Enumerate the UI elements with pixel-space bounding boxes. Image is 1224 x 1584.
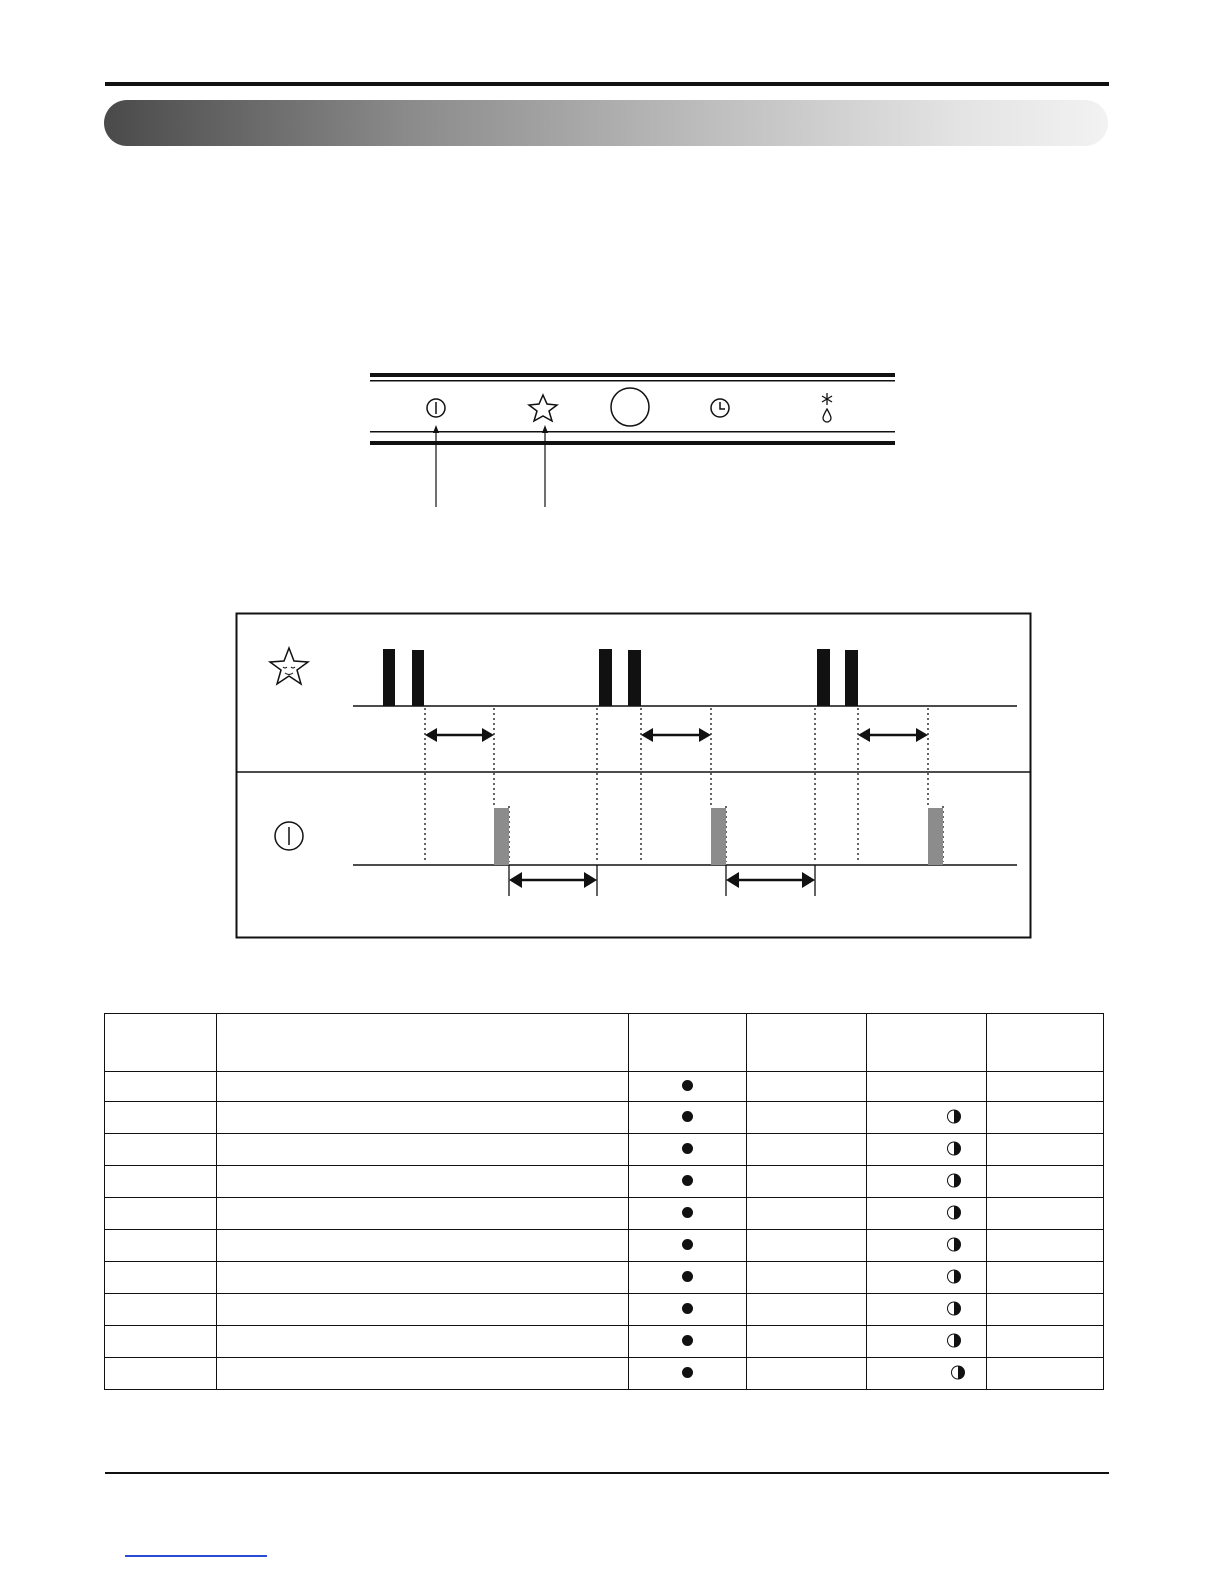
table-cell bbox=[987, 1262, 1104, 1294]
header-cell bbox=[987, 1014, 1104, 1072]
table-cell bbox=[747, 1294, 867, 1326]
led-on-indicator bbox=[682, 1239, 693, 1250]
table-cell bbox=[747, 1072, 867, 1102]
table-cell bbox=[105, 1358, 217, 1390]
header-cell bbox=[629, 1014, 747, 1072]
table-cell bbox=[747, 1358, 867, 1390]
led-blink-indicator bbox=[947, 1173, 961, 1187]
table-cell bbox=[867, 1134, 987, 1166]
table-cell bbox=[987, 1358, 1104, 1390]
led-on-indicator bbox=[682, 1207, 693, 1218]
table-row bbox=[105, 1102, 1104, 1134]
table-cell bbox=[747, 1262, 867, 1294]
pointer-sleep bbox=[542, 425, 548, 507]
led-on-indicator bbox=[682, 1111, 693, 1122]
receiver-circle-icon bbox=[611, 388, 649, 426]
led-on-indicator bbox=[682, 1143, 693, 1154]
table-cell bbox=[747, 1230, 867, 1262]
table-cell bbox=[747, 1166, 867, 1198]
footer-link-underline[interactable] bbox=[125, 1555, 267, 1557]
table-cell bbox=[629, 1102, 747, 1134]
table-cell bbox=[105, 1230, 217, 1262]
table-cell bbox=[629, 1072, 747, 1102]
table-cell bbox=[867, 1262, 987, 1294]
led-blink-indicator bbox=[947, 1205, 961, 1219]
table-row bbox=[105, 1166, 1104, 1198]
table-cell bbox=[217, 1166, 629, 1198]
table-cell bbox=[217, 1358, 629, 1390]
table-cell bbox=[105, 1326, 217, 1358]
table-cell bbox=[629, 1326, 747, 1358]
table-cell bbox=[867, 1230, 987, 1262]
table-cell bbox=[747, 1134, 867, 1166]
table-row bbox=[105, 1326, 1104, 1358]
table-cell bbox=[987, 1072, 1104, 1102]
led-blink-indicator bbox=[947, 1237, 961, 1251]
led-on-indicator bbox=[682, 1367, 693, 1378]
table-cell bbox=[217, 1326, 629, 1358]
table-cell bbox=[217, 1134, 629, 1166]
table-cell bbox=[629, 1358, 747, 1390]
led-blink-indicator bbox=[947, 1333, 961, 1347]
table-row bbox=[105, 1230, 1104, 1262]
table-cell bbox=[217, 1262, 629, 1294]
pointer-power bbox=[433, 425, 439, 507]
table-cell bbox=[217, 1230, 629, 1262]
table-row bbox=[105, 1072, 1104, 1102]
table-cell bbox=[105, 1294, 217, 1326]
table-cell bbox=[867, 1072, 987, 1102]
table-header-row bbox=[105, 1014, 1104, 1072]
control-panel-illustration bbox=[360, 365, 900, 510]
header-cell bbox=[747, 1014, 867, 1072]
table-cell bbox=[987, 1166, 1104, 1198]
sleep-interval-arrows bbox=[425, 728, 928, 742]
table-cell bbox=[867, 1102, 987, 1134]
header-cell bbox=[217, 1014, 629, 1072]
header-cell bbox=[867, 1014, 987, 1072]
table-cell bbox=[217, 1198, 629, 1230]
table-cell bbox=[629, 1230, 747, 1262]
table-cell bbox=[747, 1198, 867, 1230]
table-cell bbox=[629, 1262, 747, 1294]
table-cell bbox=[867, 1294, 987, 1326]
table-cell bbox=[105, 1072, 217, 1102]
table-cell bbox=[867, 1326, 987, 1358]
table-cell bbox=[629, 1294, 747, 1326]
table-cell bbox=[747, 1326, 867, 1358]
led-on-indicator bbox=[682, 1271, 693, 1282]
table-cell bbox=[987, 1230, 1104, 1262]
header-cell bbox=[105, 1014, 217, 1072]
sleep-star-icon[interactable] bbox=[529, 395, 557, 421]
table-cell bbox=[987, 1198, 1104, 1230]
section-title-bar bbox=[104, 100, 1108, 146]
table-cell bbox=[987, 1294, 1104, 1326]
table-row bbox=[105, 1134, 1104, 1166]
led-blink-indicator bbox=[947, 1141, 961, 1155]
power-icon bbox=[275, 822, 303, 850]
table-row bbox=[105, 1262, 1104, 1294]
table-cell bbox=[629, 1198, 747, 1230]
operation-pulses bbox=[494, 808, 943, 865]
led-on-indicator bbox=[682, 1175, 693, 1186]
table-cell bbox=[867, 1358, 987, 1390]
table-cell bbox=[217, 1294, 629, 1326]
top-rule bbox=[105, 82, 1109, 86]
operation-interval-arrows bbox=[509, 865, 815, 896]
table-cell bbox=[987, 1134, 1104, 1166]
table-cell bbox=[987, 1326, 1104, 1358]
table-cell bbox=[747, 1102, 867, 1134]
led-on-indicator bbox=[682, 1335, 693, 1346]
error-code-table bbox=[104, 1013, 1104, 1390]
table-cell bbox=[105, 1262, 217, 1294]
table-cell bbox=[867, 1166, 987, 1198]
table-cell bbox=[629, 1166, 747, 1198]
led-on-indicator bbox=[682, 1303, 693, 1314]
table-cell bbox=[105, 1198, 217, 1230]
timer-clock-icon[interactable] bbox=[711, 399, 729, 417]
sleep-pulses bbox=[383, 649, 858, 706]
table-cell bbox=[105, 1102, 217, 1134]
table-row bbox=[105, 1198, 1104, 1230]
led-blink-indicator bbox=[947, 1269, 961, 1283]
table-cell bbox=[105, 1166, 217, 1198]
timing-diagram bbox=[235, 612, 1033, 942]
led-blink-indicator bbox=[947, 1301, 961, 1315]
table-cell bbox=[217, 1102, 629, 1134]
table-cell bbox=[629, 1134, 747, 1166]
table-row bbox=[105, 1358, 1104, 1390]
table-cell bbox=[105, 1134, 217, 1166]
led-on-indicator bbox=[682, 1080, 693, 1091]
power-icon[interactable] bbox=[427, 399, 445, 417]
led-blink-indicator bbox=[947, 1109, 961, 1123]
sleep-face-star-icon bbox=[270, 648, 308, 684]
table-cell bbox=[867, 1198, 987, 1230]
defrost-icon[interactable] bbox=[822, 393, 832, 422]
bottom-rule bbox=[105, 1472, 1109, 1474]
table-row bbox=[105, 1294, 1104, 1326]
table-cell bbox=[217, 1072, 629, 1102]
led-blink-indicator bbox=[951, 1365, 965, 1379]
table-cell bbox=[987, 1102, 1104, 1134]
